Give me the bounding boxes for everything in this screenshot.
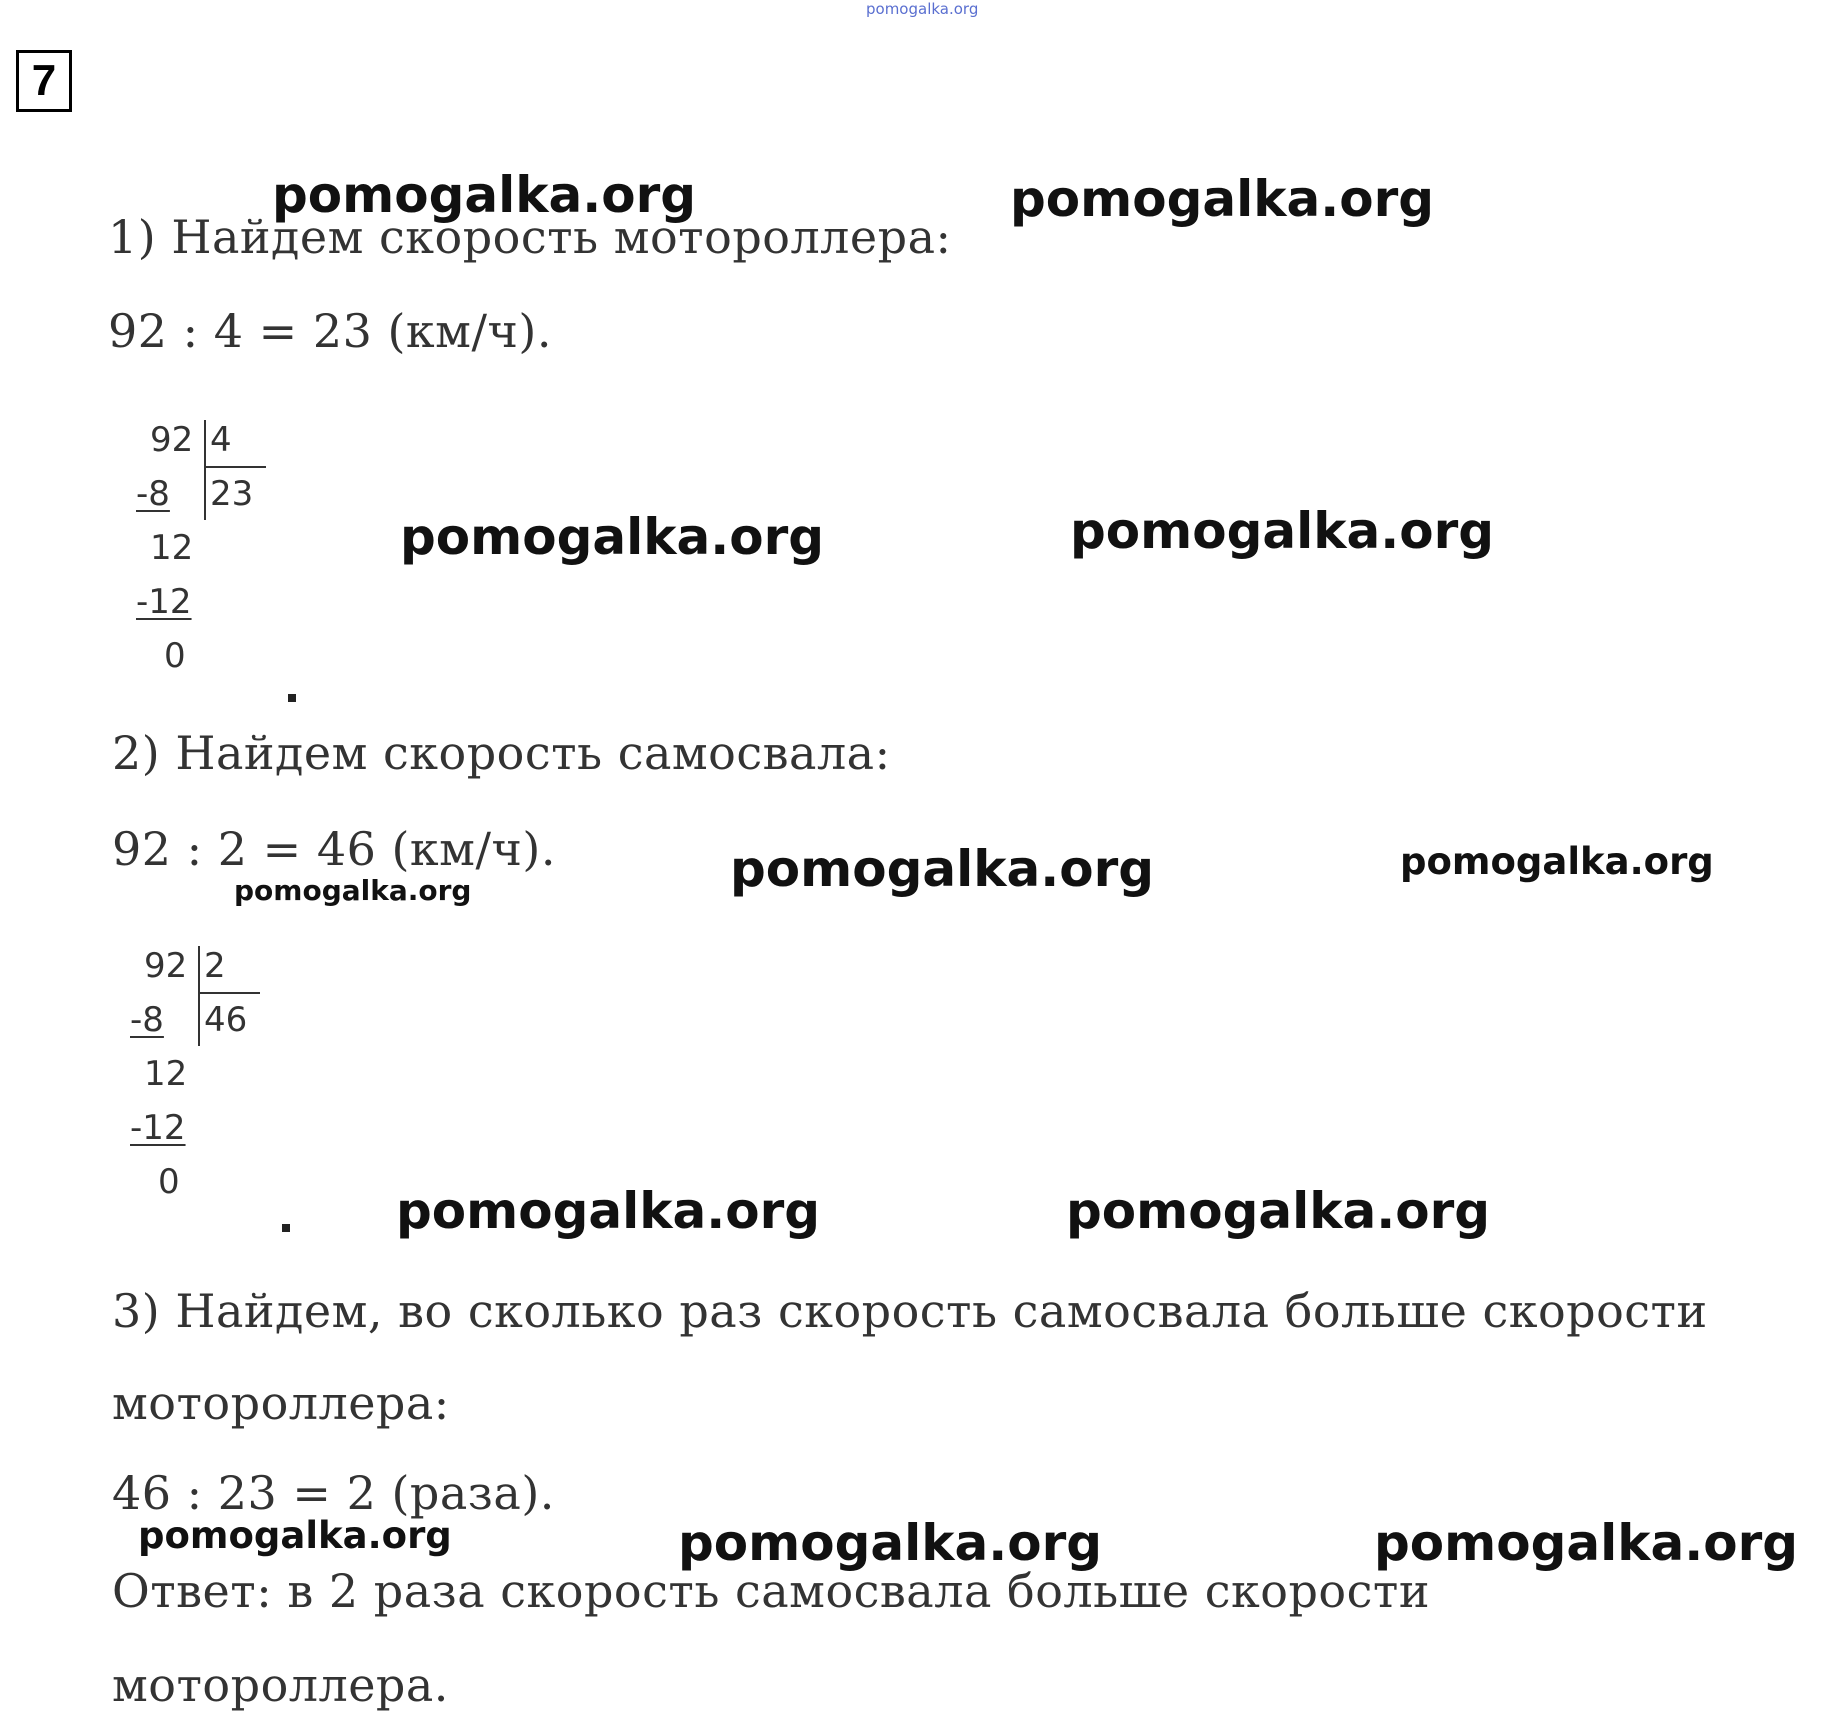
step3-expression: 46 : 23 = 2 (раза). <box>112 1466 555 1520</box>
division1-vertical-line <box>204 420 206 520</box>
division2-vertical-line <box>198 946 200 1046</box>
division2-divisor: 2 <box>204 946 226 986</box>
watermark-text: pomogalka.org <box>730 840 1155 898</box>
step3-title-line2: мотороллера: <box>112 1376 450 1430</box>
division2-result: 0 <box>158 1162 180 1202</box>
dot-2 <box>282 1224 290 1232</box>
watermark-text: pomogalka.org <box>1066 1182 1491 1240</box>
watermark-text: pomogalka.org <box>396 1182 821 1240</box>
division1-result: 0 <box>164 636 186 676</box>
dot-1 <box>288 694 296 702</box>
answer-line2: мотороллера. <box>112 1658 449 1712</box>
step2-expression: 92 : 2 = 46 (км/ч). <box>112 822 556 876</box>
step1-title: 1) Найдем скорость мотороллера: <box>108 210 952 264</box>
division2-dividend: 92 <box>144 946 188 986</box>
division2-subtract-2: -12 <box>130 1108 186 1148</box>
watermark-text: pomogalka.org <box>400 508 825 566</box>
watermark-text: pomogalka.org <box>272 166 697 224</box>
division1-subtract-2: -12 <box>136 582 192 622</box>
task-number: 7 <box>16 50 72 112</box>
division1-dividend: 92 <box>150 420 194 460</box>
step1-expression: 92 : 4 = 23 (км/ч). <box>108 304 552 358</box>
division1-divisor: 4 <box>210 420 232 460</box>
watermark-text: pomogalka.org <box>138 1514 452 1557</box>
answer-line1: Ответ: в 2 раза скорость самосвала больше скорости <box>112 1564 1430 1618</box>
division1-quotient: 23 <box>210 474 254 514</box>
long-division-2 <box>124 946 264 1202</box>
watermark-text: pomogalka.org <box>1374 1514 1799 1572</box>
step2-title: 2) Найдем скорость самосвала: <box>112 726 891 780</box>
watermark-text: pomogalka.org <box>1400 840 1714 883</box>
long-division-1 <box>130 420 270 676</box>
division1-subtract-1: -8 <box>136 474 170 514</box>
division1-horizontal-line <box>204 466 266 468</box>
watermark-text: pomogalka.org <box>234 874 472 907</box>
watermark-text: pomogalka.org <box>1010 170 1435 228</box>
division2-subtract-1: -8 <box>130 1000 164 1040</box>
watermark-text: pomogalka.org <box>1070 502 1495 560</box>
division2-remainder-1: 12 <box>144 1054 188 1094</box>
top-watermark: pomogalka.org <box>866 0 979 18</box>
division2-quotient: 46 <box>204 1000 248 1040</box>
division2-horizontal-line <box>198 992 260 994</box>
division1-remainder-1: 12 <box>150 528 194 568</box>
watermark-text: pomogalka.org <box>678 1514 1103 1572</box>
step3-title-line1: 3) Найдем, во сколько раз скорость самосвала больше скорости <box>112 1284 1708 1338</box>
